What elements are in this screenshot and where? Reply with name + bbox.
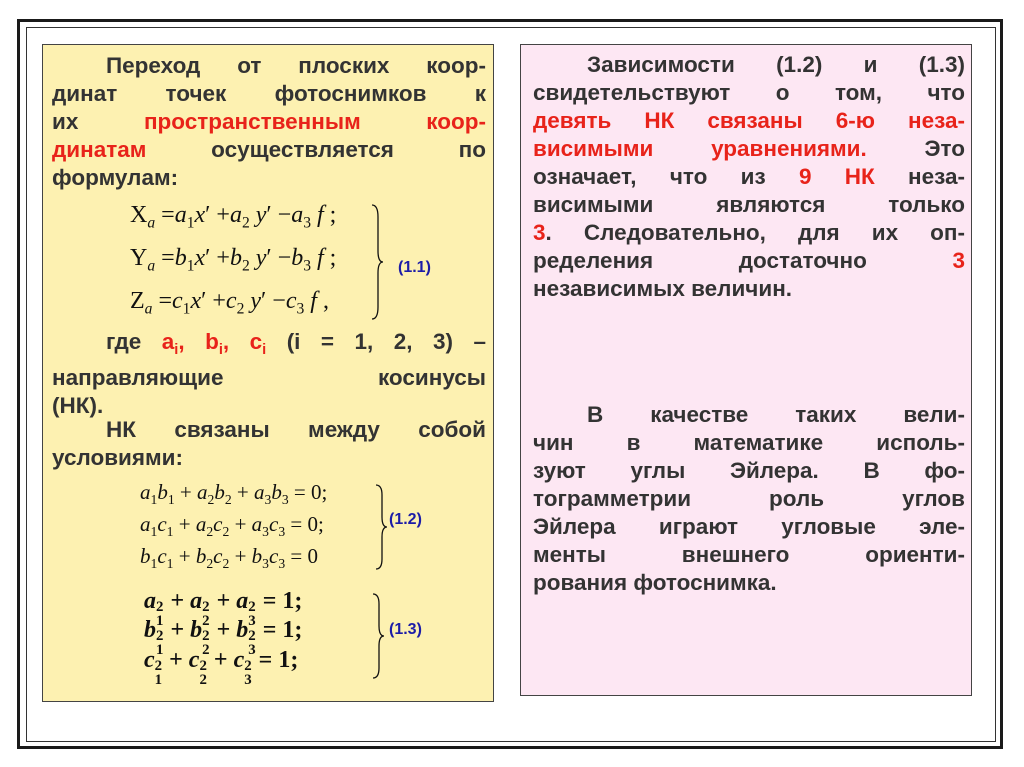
line: Эйлера играют угловые эле-: [533, 514, 965, 539]
text: (i = 1, 2, 3) –: [286, 329, 486, 354]
left-paragraph-2: [52, 328, 486, 420]
line: [52, 108, 486, 136]
line: свидетельствуют о том, что: [533, 80, 965, 105]
text: означает, что из: [533, 164, 799, 189]
highlight-text: $a_i$, $b_i$, $c_i$: [161, 329, 267, 359]
line: направляющие косинусы: [52, 365, 486, 391]
line: [52, 328, 486, 364]
line: формулам:: [52, 165, 179, 190]
line: девять НК связаны 6-ю неза-: [533, 108, 965, 133]
line: динат точек фотоснимков к: [52, 81, 486, 106]
line: [533, 163, 965, 191]
equation-label: (1.2): [389, 511, 422, 528]
line: [533, 135, 965, 163]
line: В качестве таких вели-: [587, 402, 965, 427]
line: тограмметрии роль углов: [533, 486, 965, 511]
equation-label: (1.1): [398, 259, 431, 276]
formula-row: b 2 1 + b 2 2 + b 2 3 = 1;: [144, 617, 303, 659]
formula-row: $a_1c_1 + a_2c_2 + a_3c_3 = 0$;: [140, 512, 324, 539]
line: условиями:: [52, 445, 183, 470]
right-brace-icon: [371, 592, 385, 680]
right-brace-icon: [370, 203, 384, 321]
formula-row: a 2 1 + a 2 2 + a 2 3 = 1;: [144, 588, 303, 630]
right-paragraph-1: [533, 51, 965, 303]
equation-label: (1.3): [389, 621, 422, 638]
formula-row: c 2 1 + c 2 2 + c 2 3 = 1;: [144, 647, 299, 689]
highlight-text: висимыми уравнениями.: [533, 136, 867, 161]
line: Переход от плоских коор-: [106, 53, 486, 78]
text: где: [106, 329, 142, 354]
line: (НК).: [52, 393, 104, 419]
formula-row: $Y_a =b_1x' +b_2$ $y' -b_3$ f ;: [130, 245, 337, 275]
text: Это: [866, 136, 965, 161]
left-paragraph-1: [52, 52, 486, 192]
line: [533, 219, 965, 247]
line: [52, 136, 486, 164]
formula-row: $X_a =a_1x' +a_2$ $y' -a_3$ f ;: [130, 202, 337, 232]
highlight-text: динатам: [52, 137, 147, 162]
highlight-text: 3: [952, 248, 965, 273]
line: менты внешнего ориенти-: [533, 542, 965, 567]
highlight-text: пространственным коор-: [143, 109, 486, 134]
line: чин в математике исполь-: [533, 430, 965, 455]
left-paragraph-3: [52, 416, 486, 472]
line: независимых величин.: [533, 276, 793, 301]
formula-row: $b_1c_1 + b_2c_2 + b_3c_3 = 0$: [140, 544, 318, 571]
line: висимыми являются только: [533, 192, 965, 217]
line: рования фотоснимка.: [533, 570, 777, 595]
formula-row: $Z_a =c_1x' +c_2$ $y' -c_3$ f ,: [130, 288, 329, 318]
highlight-text: 9 НК: [798, 164, 875, 189]
text: неза-: [874, 164, 965, 189]
line: НК связаны между собой: [106, 417, 486, 442]
line: [533, 247, 965, 275]
highlight-text: 3: [533, 220, 546, 245]
right-paragraph-2: [533, 401, 965, 597]
formula-row: $a_1b_1 + a_2b_2 + a_3b_3 = 0$;: [140, 480, 328, 507]
right-brace-icon: [374, 483, 388, 571]
text: ределения достаточно: [533, 248, 953, 273]
text: осуществляется по: [146, 137, 486, 162]
line: зуют углы Эйлера. В фо-: [533, 458, 965, 483]
text: их: [52, 109, 144, 134]
line: Зависимости (1.2) и (1.3): [587, 52, 965, 77]
text: . Следовательно, для их оп-: [545, 220, 965, 245]
